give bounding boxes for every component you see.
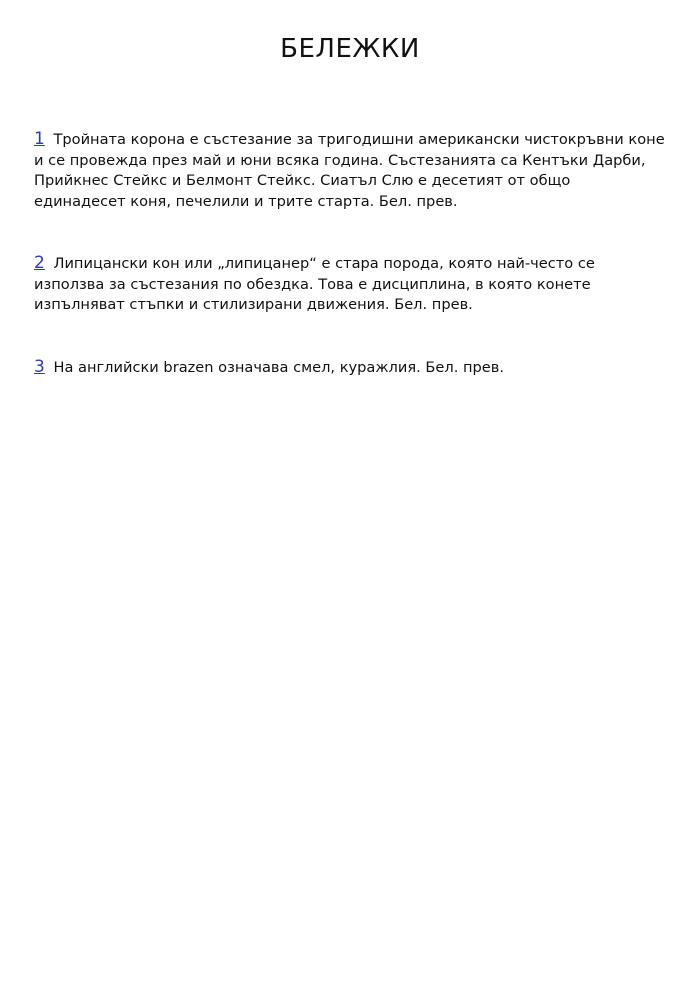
note-ref-link[interactable]: 2 — [34, 253, 45, 273]
note-ref-link[interactable]: 3 — [34, 356, 45, 377]
note-item — [34, 129, 666, 212]
note-item — [34, 357, 666, 379]
note-item — [34, 253, 666, 316]
page-title: БЕЛЕЖКИ — [280, 34, 420, 64]
notes-list — [34, 129, 666, 378]
note-text: Тройната корона е състезание за тригодишни американски чистокръвни коне и се провежда през май и юни всяка година. Състезанията са Кентъки Дарби, Прийкнес Стейкс и Белмонт Стейкс. Сиатъл Слю е десетият от общо единадесет коня, печелили и трите старта. Бел. прев. — [34, 131, 665, 210]
note-text: Липицански кон или „липицанер“ е стара порода, която най-често се използва за състезания по обездка. Това е дисциплина, в която конете изпълняват стъпки и стилизирани движения. Бел. прев. — [34, 255, 595, 313]
note-text: На английски brazen означава смел, куражлия. Бел. прев. — [53, 358, 505, 376]
note-ref-link[interactable]: 1 — [34, 129, 45, 149]
